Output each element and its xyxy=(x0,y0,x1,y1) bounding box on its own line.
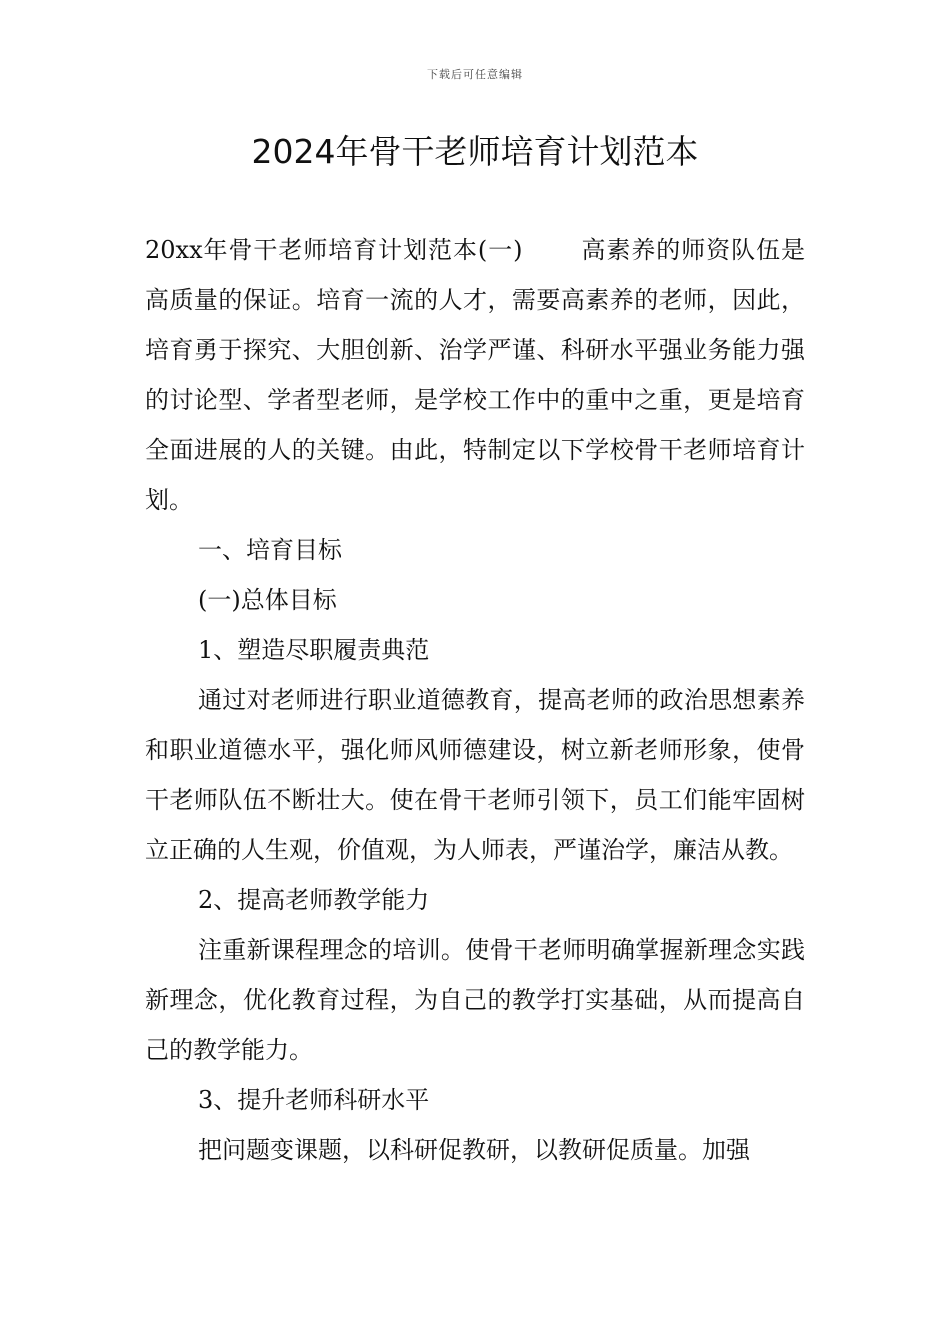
intro-text: 高素养的师资队伍是高质量的保证。培育一流的人才，需要高素养的老师，因此，培育勇于探究、大胆创新、治学严谨、科研水平强业务能力强的讨论型、学者型老师，是学校工作中的重中之重，更是培育全面进展的人的关键。由此，特制定以下学校骨干老师培育计划。 xyxy=(145,236,806,514)
document-title: 2024年骨干老师培育计划范本 xyxy=(251,132,699,171)
header-note: 下载后可任意编辑 xyxy=(427,68,523,81)
subsection-heading-overall: (一)总体目标 xyxy=(198,586,337,614)
section-heading-goals: 一、培育目标 xyxy=(198,536,342,564)
item-heading-1: 1、塑造尽职履责典范 xyxy=(198,636,430,664)
item-paragraph-3: 把问题变课题，以科研促教研，以教研促质量。加强 xyxy=(198,1136,750,1164)
intro-paragraph xyxy=(145,225,805,525)
document-body xyxy=(145,225,805,1175)
item-paragraph-1: 通过对老师进行职业道德教育，提高老师的政治思想素养和职业道德水平，强化师风师德建设，树立新老师形象，使骨干老师队伍不断壮大。使在骨干老师引领下，员工们能牢固树立正确的人生观，价值观，为人师表，严谨治学，廉洁从教。 xyxy=(145,686,805,864)
item-heading-2: 2、提高老师教学能力 xyxy=(198,886,430,914)
intro-lead: 20xx年骨干老师培育计划范本(一) xyxy=(145,236,523,264)
item-paragraph-2: 注重新课程理念的培训。使骨干老师明确掌握新理念实践新理念，优化教育过程，为自己的教学打实基础，从而提高自己的教学能力。 xyxy=(145,936,805,1064)
item-heading-3: 3、提升老师科研水平 xyxy=(198,1086,430,1114)
